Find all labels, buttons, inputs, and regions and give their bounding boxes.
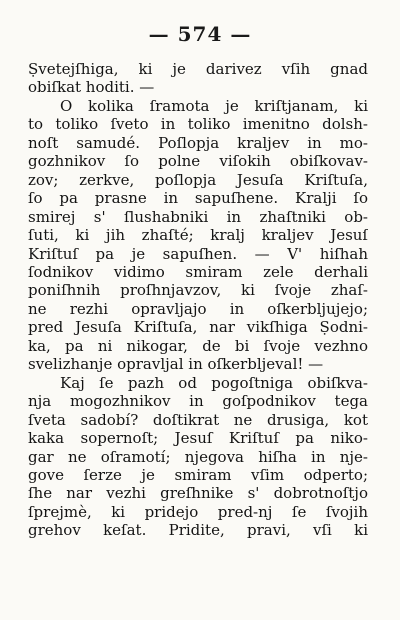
page-number: — 574 — xyxy=(148,22,252,46)
text-line: Ṣvetejſhiga, ki je darivez vſih gnad xyxy=(28,60,368,78)
text-line: gozhnikov ſo polne viſokih obiſkovav- xyxy=(28,152,368,171)
text-line: nja mogozhnikov in goſpodnikov tega xyxy=(28,392,368,411)
text-line: Kaj ſe pazh od pogoſtniga obiſkva- xyxy=(60,373,368,392)
text-line: to toliko ſveto in toliko imenitno dolsh- xyxy=(28,115,368,134)
page-header xyxy=(0,22,400,46)
text-line: zov; zerkve, poſlopja Jesuſa Kriſtuſa, xyxy=(28,170,368,189)
text-line: gar ne oſramotí; njegova hiſha in nje- xyxy=(28,447,368,466)
text-line: ſveta sadobí? doſtikrat ne drusiga, kot xyxy=(28,410,368,429)
text-line: noſt samudé. Poſlopja kraljev in mo- xyxy=(28,133,368,152)
text-line: obiſkat hoditi. — xyxy=(28,78,155,97)
text-line: svelizhanje opravljal in oſkerbljeval! — xyxy=(28,355,324,374)
text-line: smirej s' ſlushabniki in zhaſtniki ob- xyxy=(28,207,368,226)
text-line: O kolika ſramota je kriſtjanam, ki xyxy=(60,96,368,115)
text-line: poniſhnih proſhnjavzov, ki ſvoje zhaſ- xyxy=(28,281,368,300)
text-line: ſodnikov vidimo smiram zele derhali xyxy=(28,262,368,281)
text-line: grehov keſat. Pridite, pravi, vſi ki xyxy=(28,521,368,540)
text-line: ſhe nar vezhi greſhnike s' dobrotnoſtjo xyxy=(28,484,368,503)
text-line: pred Jesuſa Kriſtuſa, nar vikſhiga Ṣodni- xyxy=(28,318,368,337)
text-line: ſo pa prasne in sapuſhene. Kralji ſo xyxy=(28,189,368,208)
text-line: kaka sopernoſt; Jesuſ Kriſtuſ pa niko- xyxy=(28,429,368,448)
text-line: ka, pa ni nikogar, de bi ſvoje vezhno xyxy=(28,336,368,355)
text-line: gove ſerze je smiram vſim odperto; xyxy=(28,465,368,484)
text-line: Kriſtuſ pa je sapuſhen. — V' hiſhah xyxy=(28,244,368,263)
text-line: ſuti, ki jih zhaſté; kralj kraljev Jesuſ xyxy=(28,226,368,245)
text-line: ne rezhi opravljajo in oſkerbljujejo; xyxy=(28,299,368,318)
text-line: ſprejmè, ki pridejo pred-nj ſe ſvojih xyxy=(28,502,368,521)
body-text xyxy=(28,60,368,540)
